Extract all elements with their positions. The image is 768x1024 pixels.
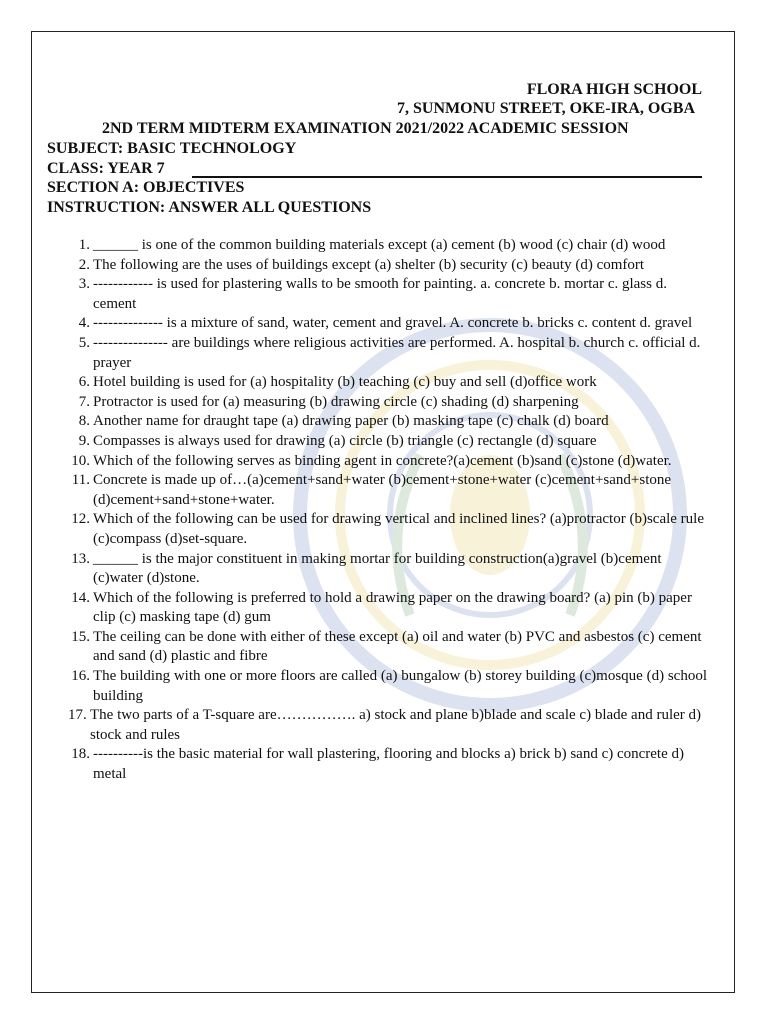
question-number: 9. (78, 432, 90, 449)
question-number: 6. (78, 374, 90, 391)
question-text: Compasses is always used for drawing (a) circle (b) triangle (c) rectangle (d) square (93, 432, 597, 449)
question-number: 15. (71, 628, 90, 645)
question-number: 16. (71, 668, 90, 685)
question-text: Concrete is made up of…(a)cement+sand+water (b)cement+stone+water (c)cement+sand+stone (d)cement+sand+stone+water. (93, 472, 672, 508)
question-text: Which of the following is preferred to hold a drawing paper on the drawing board? (a) pin (b) paper clip (c) masking tape (d) gum (93, 589, 692, 626)
question-text: Protractor is used for (a) measuring (b) drawing circle (c) shading (d) sharpening (93, 393, 579, 410)
question-number: 2. (78, 256, 90, 273)
question-list (47, 236, 707, 785)
question-item (47, 314, 707, 334)
question-number: 5. (78, 334, 90, 351)
exam-title: 2ND TERM MIDTERM EXAMINATION 2021/2022 ACADEMIC SESSION (102, 120, 629, 137)
question-text: -------------- is a mixture of sand, water, cement and gravel. A. concrete b. bricks c. content d. gravel (93, 315, 693, 332)
question-item (47, 745, 707, 784)
instruction-line: INSTRUCTION: ANSWER ALL QUESTIONS (47, 199, 372, 216)
question-item (47, 432, 707, 452)
school-name: FLORA HIGH SCHOOL (526, 81, 702, 98)
question-item (47, 628, 707, 667)
question-number: 7. (78, 393, 90, 410)
section-heading: SECTION A: OBJECTIVES (47, 179, 245, 196)
question-number: 8. (78, 413, 90, 430)
question-number: 3. (78, 276, 90, 293)
question-item (47, 510, 707, 549)
question-number: 13. (71, 550, 90, 567)
underline-divider (192, 176, 702, 178)
question-number: 12. (71, 511, 90, 528)
question-number: 10. (71, 452, 90, 469)
question-number: 11. (71, 472, 90, 489)
question-text: The two parts of a T-square are……………. a) stock and plane b)blade and scale c) blade and ruler d) stock and rules (90, 707, 702, 743)
question-item (47, 589, 707, 628)
question-number: 1. (78, 237, 90, 253)
question-item (47, 706, 707, 745)
question-number: 4. (78, 315, 90, 332)
question-item (47, 667, 707, 706)
question-item (47, 471, 707, 510)
question-item (47, 452, 707, 472)
question-text: ----------is the basic material for wall plastering, flooring and blocks a) brick b) sand c) concrete d) metal (93, 746, 685, 783)
question-item (47, 256, 707, 276)
question-text: Which of the following can be used for drawing vertical and inclined lines? (a)protractor (b)scale rule (c)compass (d)set-square. (93, 511, 705, 547)
question-text: Hotel building is used for (a) hospitality (b) teaching (c) buy and sell (d)office work (93, 374, 597, 391)
question-number: 14. (71, 589, 90, 606)
question-item (47, 393, 707, 413)
question-item (47, 275, 707, 314)
question-text: --------------- are buildings where religious activities are performed. A. hospital b. church c. official d. prayer (93, 334, 701, 371)
question-number: 17. (68, 707, 87, 724)
school-address: 7, SUNMONU STREET, OKE-IRA, OGBA (397, 100, 695, 117)
question-item (47, 373, 707, 393)
question-item (47, 236, 707, 256)
question-text: ______ is one of the common building materials except (a) cement (b) wood (c) chair (d) wood (93, 237, 666, 253)
question-text: Which of the following serves as binding agent in concrete?(a)cement (b)sand (c)stone (d)water. (93, 452, 672, 469)
question-text: ______ is the major constituent in making mortar for building construction(a)gravel (b)cement (c)water (d)stone. (93, 550, 662, 587)
question-item (47, 550, 707, 589)
question-text: The building with one or more floors are called (a) bungalow (b) storey building (c)mosque (d) school building (93, 668, 707, 704)
question-number: 18. (71, 746, 90, 763)
question-text: The ceiling can be done with either of these except (a) oil and water (b) PVC and asbestos (c) cement and sand (d) plastic and fibre (93, 628, 702, 665)
question-item (47, 334, 707, 373)
question-item (47, 412, 707, 432)
class-line: CLASS: YEAR 7 (47, 160, 165, 177)
question-text: ------------ is used for plastering walls to be smooth for painting. a. concrete b. mortar c. glass d. cement (93, 276, 667, 312)
subject-line: SUBJECT: BASIC TECHNOLOGY (47, 140, 297, 157)
question-text: Another name for draught tape (a) drawing paper (b) masking tape (c) chalk (d) board (93, 413, 609, 430)
question-text: The following are the uses of buildings except (a) shelter (b) security (c) beauty (d) comfort (93, 256, 645, 273)
